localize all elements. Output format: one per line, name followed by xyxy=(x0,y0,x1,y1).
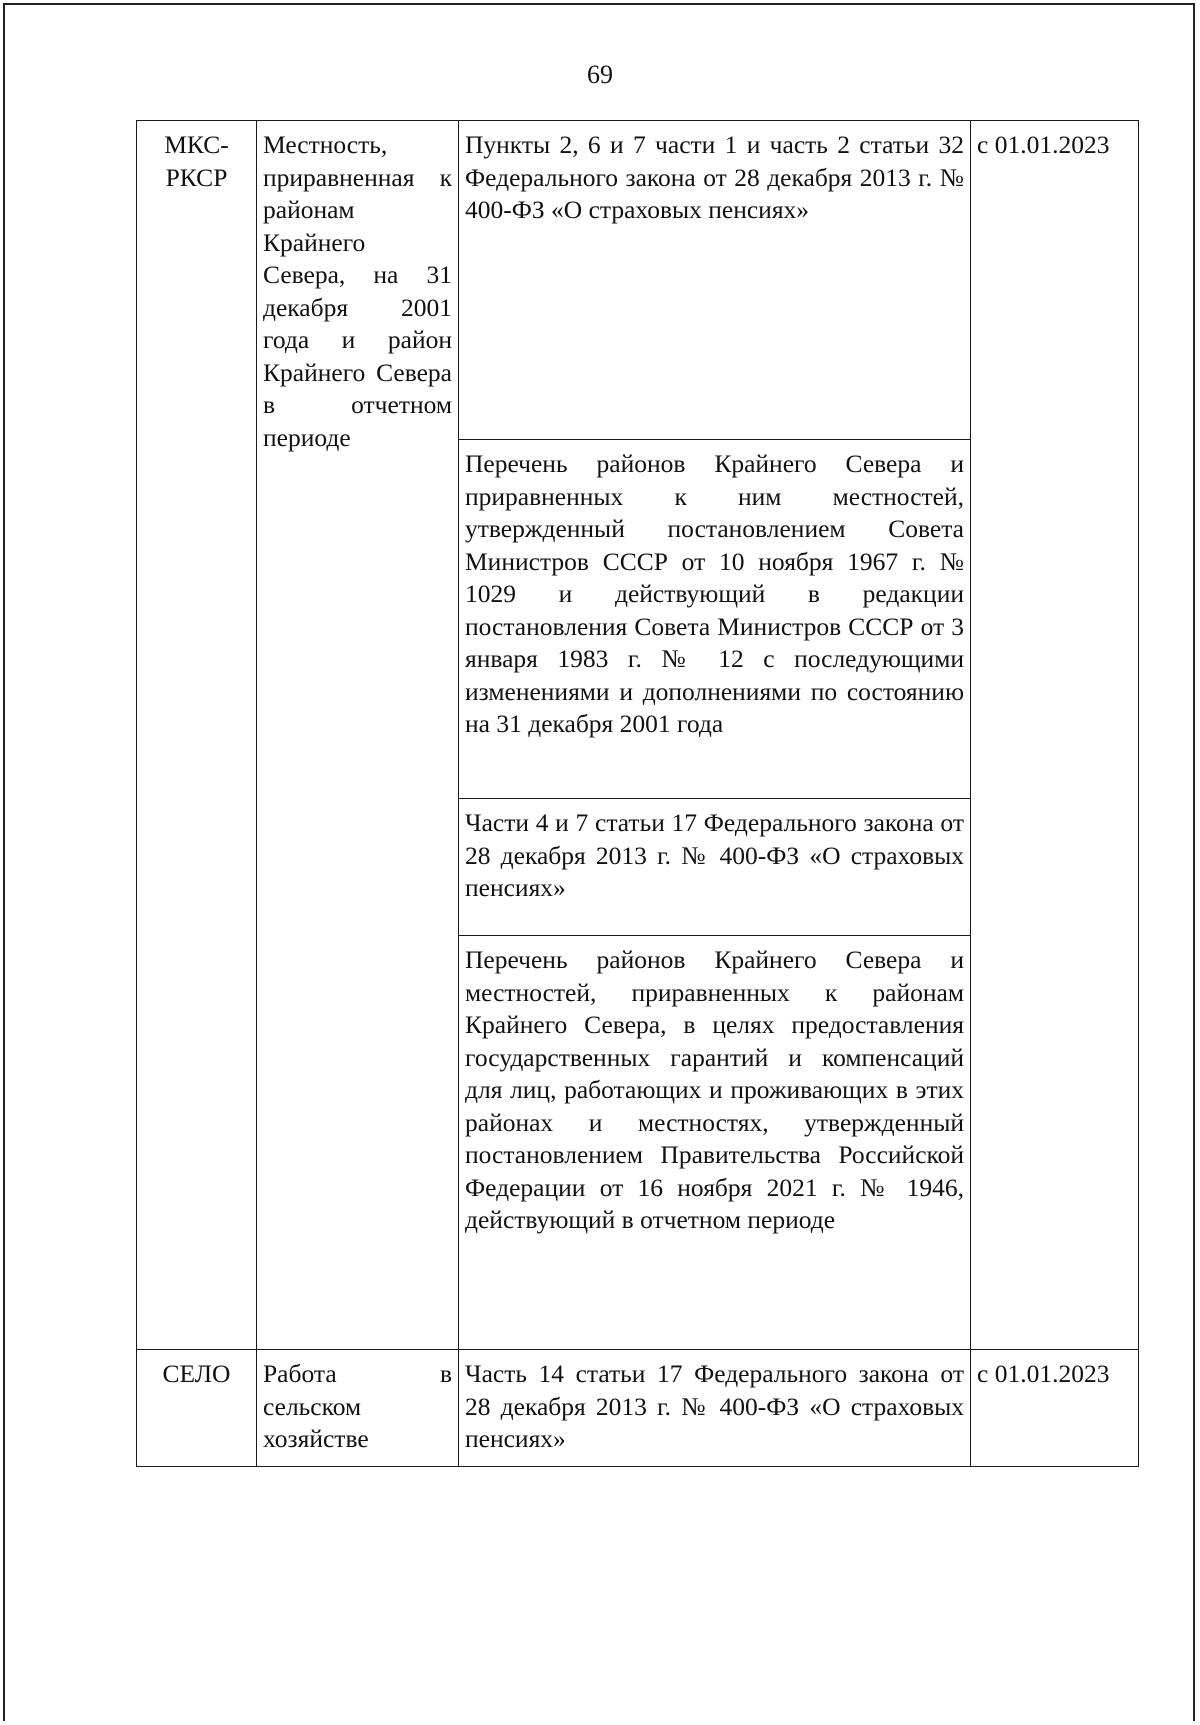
basis-item: Перечень районов Крайнего Севера и приравненных к ним местностей, утвержденный постановлением Совета Министров СССР от 10 ноября 1967 г. № 1029 и действующий в редакции постановления Совета Министров СССР от 3 января 1983 г. № 12 с последующими изменениями и дополнениями по состоянию на 31 декабря 2001 года xyxy=(459,439,970,798)
row-basis xyxy=(459,121,971,1350)
table-row xyxy=(137,1350,1139,1467)
row-effective-date: с 01.01.2023 xyxy=(971,1350,1139,1467)
row-basis xyxy=(459,1350,971,1467)
row-description: Работа в сельском хозяйстве xyxy=(257,1350,459,1467)
basis-item: Перечень районов Крайнего Севера и местностей, приравненных к районам Крайнего Севера, в целях предоставления государственных гарантий и компенсаций для лиц, работающих и проживающих в этих районах и местностях, утвержденный постановлением Правительства Российской Федерации от 16 ноября 2021 г. № 1946, действующий в отчетном периоде xyxy=(459,935,970,1349)
row-effective-date: с 01.01.2023 xyxy=(971,121,1139,1350)
row-code: СЕЛО xyxy=(137,1350,257,1467)
regulation-table xyxy=(136,120,1139,1467)
basis-item: Пункты 2, 6 и 7 части 1 и часть 2 статьи 32 Федерального закона от 28 декабря 2013 г. № 400-ФЗ «О страховых пенсиях» xyxy=(465,130,964,224)
table-row xyxy=(137,121,1139,1350)
basis-item: Часть 14 статьи 17 Федерального закона от 28 декабря 2013 г. № 400-ФЗ «О страховых пенсиях» xyxy=(465,1359,964,1453)
page-number: 69 xyxy=(587,60,613,89)
row-code: МКС- РКСР xyxy=(137,121,257,1350)
basis-item: Части 4 и 7 статьи 17 Федерального закона от 28 декабря 2013 г. № 400-ФЗ «О страховых пенсиях» xyxy=(459,798,970,935)
row-description: Местность, приравненная к районам Крайнего Севера, на 31 декабря 2001 года и район Крайнего Севера в отчетном периоде xyxy=(257,121,459,1350)
